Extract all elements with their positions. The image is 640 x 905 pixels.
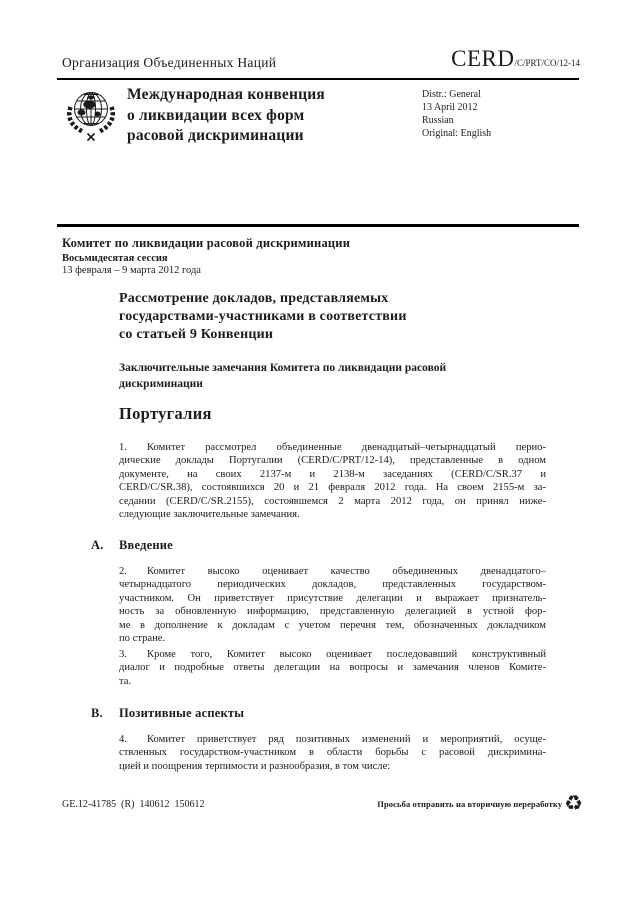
committee-name: Комитет по ликвидации расовой дискриминации xyxy=(62,236,351,250)
un-org-name: Организация Объединенных Наций xyxy=(62,55,277,70)
country-heading: Португалия xyxy=(119,404,212,423)
session-number: Восьмидесятая сессия xyxy=(62,253,168,264)
paragraph-line xyxy=(119,733,546,746)
section-label: A. xyxy=(91,538,104,552)
paragraph-line: дические доклады Португалии (CERD/C/PRT/12-14), представленные в одном xyxy=(119,455,546,467)
recycle-note: Просьба отправить на вторичную переработку xyxy=(377,798,563,809)
section-heading-b xyxy=(91,706,244,721)
section-title: Позитивные аспекты xyxy=(119,706,245,720)
paragraph-number: 3. xyxy=(119,649,127,660)
paragraph-line: цией и поощрения терпимости и разнообразия, в том числе: xyxy=(119,760,391,772)
section-separator-rule xyxy=(57,224,579,227)
document-symbol xyxy=(451,46,580,72)
paragraph-number: 1. xyxy=(119,442,127,453)
paragraph-line: CERD/C/SR.38), состоявшихся 20 и 21 февраля 2012 года. На своем 2155-м за- xyxy=(119,482,546,494)
section-title: Введение xyxy=(119,538,173,552)
paragraph-line xyxy=(119,441,546,454)
paragraph-1 xyxy=(119,441,546,521)
un-emblem-icon xyxy=(61,84,121,151)
header-rule xyxy=(57,78,579,80)
paragraph-line: четырнадцатого периодических докладов, представленных государством- xyxy=(119,579,546,591)
cerd-symbol-main: CERD xyxy=(451,46,515,71)
session-dates: 13 февраля – 9 марта 2012 года xyxy=(62,265,201,276)
paragraph-line: следующие заключительные замечания. xyxy=(119,509,300,521)
paragraph-text: Комитет высоко оценивает качество объединенных двенадцатого– xyxy=(147,566,546,577)
paragraph-line: по стране. xyxy=(119,633,166,645)
paragraph-line: ме в дополнение к докладам с учетом перечня тем, обозначенных докладчиком xyxy=(119,619,546,631)
distr-block: Distr.: General 13 April 2012 Russian Original: English xyxy=(422,89,492,139)
footer-recycle xyxy=(377,793,583,814)
paragraph-line: документе, на своих 2137-м и 2138-м заседаниях (CERD/C/SR.37 и xyxy=(119,468,546,480)
paragraph-4 xyxy=(119,733,546,773)
footer-doc-code: GE.12-41785 (R) 140612 150612 xyxy=(62,799,205,810)
paragraph-text: Комитет рассмотрел объединенные двенадцатый–четырнадцатый перио- xyxy=(147,442,546,453)
cerd-symbol-suffix: /C/PRT/CO/12-14 xyxy=(514,58,580,68)
paragraph-text: Кроме того, Комитет высоко оценивает последовавший конструктивный xyxy=(147,649,546,660)
paragraph-line: ствленных государством-участником в области борьбы с расовой дискримина- xyxy=(119,747,546,759)
paragraph-line: та. xyxy=(119,675,132,687)
paragraph-line: участником. Он приветствует присутствие делегации и выражает признатель- xyxy=(119,592,546,604)
paragraph-line: ность за обновленную информацию, представленную делегацией в устной фор- xyxy=(119,606,546,618)
recycle-icon: ♻ xyxy=(564,791,583,815)
paragraph-number: 2. xyxy=(119,566,127,577)
section-label: B. xyxy=(91,706,103,720)
paragraph-3 xyxy=(119,648,546,688)
paragraph-number: 4. xyxy=(119,734,127,745)
paragraph-line xyxy=(119,565,546,578)
concluding-observations-subtitle: Заключительные замечания Комитета по ликвидации расовой дискриминации xyxy=(119,362,447,390)
paragraph-2 xyxy=(119,565,546,645)
section-heading-a xyxy=(91,538,173,553)
report-consideration-title: Рассмотрение докладов, представляемых государствами-участниками в соответствии со статьей 9 Конвенции xyxy=(119,291,407,342)
convention-title: Международная конвенция о ликвидации всех форм расовой дискриминации xyxy=(127,86,325,144)
paragraph-line xyxy=(119,648,546,661)
paragraph-line: диалог и подробные ответы делегации на вопросы и замечания членов Комите- xyxy=(119,662,546,674)
paragraph-text: Комитет приветствует ряд позитивных изменений и мероприятий, осуще- xyxy=(147,734,546,745)
paragraph-line: седании (CERD/C/SR.2155), состоявшемся 2 марта 2012 года, он принял ниже- xyxy=(119,495,546,507)
